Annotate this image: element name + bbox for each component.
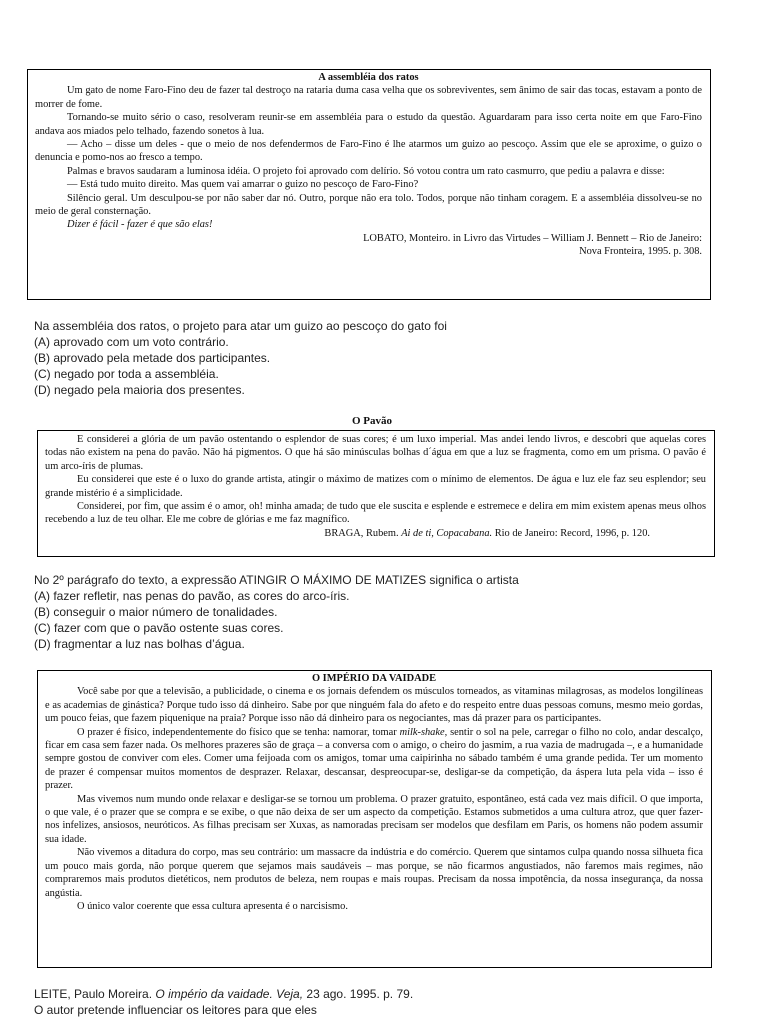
paragraph-part: sentir o sol na pele, carregar o filho no colo, andar descalço, ficar em casa sem fazer nada. Os melhores prazeres são de graça – a conversa com o amigo, o cheiro do jasmim, a rua vazia de madrugada –, e a humanidade sempre gostou de conviver com eles. Comer uma feijoada com os amigos, tomar uma caipirinha no sábado também é uma grande pedida. Ter um momento de prazer é compensar muitos momentos de desprazer. Relaxar, descansar, despreocupar-se, desligar-se da competição, da áspera luta pela vida – isso é prazer. (45, 726, 703, 792)
text-box-imperio (37, 670, 712, 968)
paragraph: Mas vivemos num mundo onde relaxar e desligar-se se tornou um problema. O prazer gratuito, espontâneo, está cada vez mais difícil. O que importa, o que vale, é o prazer que se compra e se exibe, o que não deixa de ser um aspecto da competição. Estamos submetidos a uma cultura atroz, que quer fazer-nos infelizes, ansiosos, neuróticos. As filhas precisam ser Xuxas, as namoradas precisam ser modelos que desfilam em Paris, os homens não podem assumir sua idade. (45, 793, 703, 845)
option-a: (A) fazer refletir, nas penas do pavão, as cores do arco-íris. (34, 589, 350, 603)
paragraph-italic: milk-shake, (399, 726, 448, 738)
reference-author: BRAGA, Rubem. (324, 527, 399, 539)
reference-line (45, 527, 706, 540)
text-title: O Pavão (352, 415, 393, 427)
reference-line (34, 986, 413, 1002)
reference-author: LEITE, Paulo Moreira. (34, 987, 153, 1001)
paragraph: Não vivemos a ditadura do corpo, mas seu contrário: um massacre da indústria e do comércio. Querem que sintamos culpa quando nossa silhueta fica um pouco mais gorda, não porque querem que sejamos mais saudáveis – mas porque, se não ficarmos angustiados, não faremos mais regimes, não compraremos mais produtos dietéticos, nem produtos de beleza, nem roupas e mais roupas. Precisam da nossa impotência, da nossa insegurança, da nossa angústia. (45, 847, 703, 899)
reference-rest: 23 ago. 1995. p. 79. (306, 987, 414, 1001)
text-title: O IMPÉRIO DA VAIDADE (311, 673, 437, 684)
reference-line: Nova Fronteira, 1995. p. 308. (579, 246, 702, 258)
paragraph-part: O prazer é físico, independentemente do físico que se tenha: namorar, tomar (77, 726, 397, 738)
option-c: (C) negado por toda a assembléia. (34, 367, 219, 381)
option-d: (D) fragmentar a luz nas bolhas d’água. (34, 637, 245, 651)
option-c: (C) fazer com que o pavão ostente suas cores. (34, 621, 284, 635)
paragraph: — Acho – disse um deles - que o meio de nos defendermos de Faro-Fino é lhe atarmos um guizo ao pescoço. Assim que ele se aproxime, o guizo o denuncia e pomo-nos ao fresco a tempo. (35, 139, 702, 164)
paragraph: Um gato de nome Faro-Fino deu de fazer tal destroço na rataria duma casa velha que os sobreviventes, sem ânimo de sair das tocas, estavam a ponto de morrer de fome. (35, 85, 702, 110)
reference-title: O império da vaidade. Veja, (155, 987, 304, 1001)
footer (34, 986, 413, 1018)
reference-line: LOBATO, Monteiro. in Livro das Virtudes – William J. Bennett – Rio de Janeiro: (363, 232, 702, 244)
question-2 (34, 572, 519, 652)
paragraph: O único valor coerente que essa cultura apresenta é o narcisismo. (77, 900, 348, 912)
paragraph: Palmas e bravos saudaram a luminosa idéia. O projeto foi aprovado com delírio. Só votou contra um rato casmurro, que pediu a palavra e disse: (67, 165, 665, 177)
reference-title: Ai de ti, Copacabana. (401, 527, 493, 539)
paragraph: — Está tudo muito direito. Mas quem vai amarrar o guizo no pescoço de Faro-Fino? (67, 179, 419, 191)
paragraph: Eu considerei que este é o luxo do grande artista, atingir o máximo de matizes com o mínimo de elementos. De água e luz ele faz seu esplendor; seu grande mistério é a simplicidade. (45, 474, 706, 499)
paragraph: Considerei, por fim, que assim é o amor, oh! minha amada; de tudo que ele suscita e esplende e estremece e delira em mim existem apenas meus olhos recebendo a luz de teu olhar. Ele me cobre de glórias e me faz magnífico. (45, 501, 706, 526)
text-box-assembleia (27, 69, 711, 300)
paragraph (45, 726, 703, 793)
text-box-pavao (37, 430, 715, 557)
option-d: (D) negado pela maioria dos presentes. (34, 383, 245, 397)
reference-rest: Rio de Janeiro: Record, 1996, p. 120. (494, 527, 650, 539)
moral: Dizer é fácil - fazer é que são elas! (67, 219, 213, 231)
paragraph: Silêncio geral. Um desculpou-se por não saber dar nó. Outro, porque não era tolo. Todos, porque não tinham coragem. E a assembléia dissolveu-se no meio de geral consternação. (35, 192, 702, 218)
paragraph: Tornando-se muito sério o caso, resolveram reunir-se em assembléia para o estudo da questão. Aguardaram para isso certa noite em que Faro-Fino andava aos miados pelo telhado, fazendo sonetos à lua. (35, 112, 702, 137)
option-a: (A) aprovado com um voto contrário. (34, 335, 229, 349)
option-b: (B) aprovado pela metade dos participantes. (34, 351, 271, 365)
text-title: A assembléia dos ratos (318, 72, 419, 83)
question-1 (34, 318, 447, 398)
question-3-stem: O autor pretende influenciar os leitores para que eles (34, 1003, 317, 1017)
question-stem: Na assembléia dos ratos, o projeto para atar um guizo ao pescoço do gato foi (34, 319, 447, 333)
option-b: (B) conseguir o maior número de tonalidades. (34, 605, 278, 619)
paragraph: E considerei a glória de um pavão ostentando o esplendor de suas cores; é um luxo imperial. Mas andei lendo livros, e descobri que aquelas cores todas não existem na pena do pavão. Não há pigmentos. O que há são minúsculas bolhas d´água em que a luz se fragmenta, como em um prisma. O pavão é um arco-íris de plumas. (45, 434, 706, 472)
question-stem: No 2º parágrafo do texto, a expressão ATINGIR O MÁXIMO DE MATIZES significa o artista (34, 573, 519, 587)
paragraph: Você sabe por que a televisão, a publicidade, o cinema e os jornais defendem os músculos torneados, as vitaminas milagrosas, as modelos longilíneas e as academias de ginástica? Porque tudo isso dá dinheiro. Sabe por que ninguém fala do afeto e do respeito entre duas pessoas comuns, mesmo meio gordas, um pouco feias, que fazem piquenique na praia? Porque isso não dá dinheiro para os negociantes, mas dá prazer para os participantes. (45, 686, 703, 725)
